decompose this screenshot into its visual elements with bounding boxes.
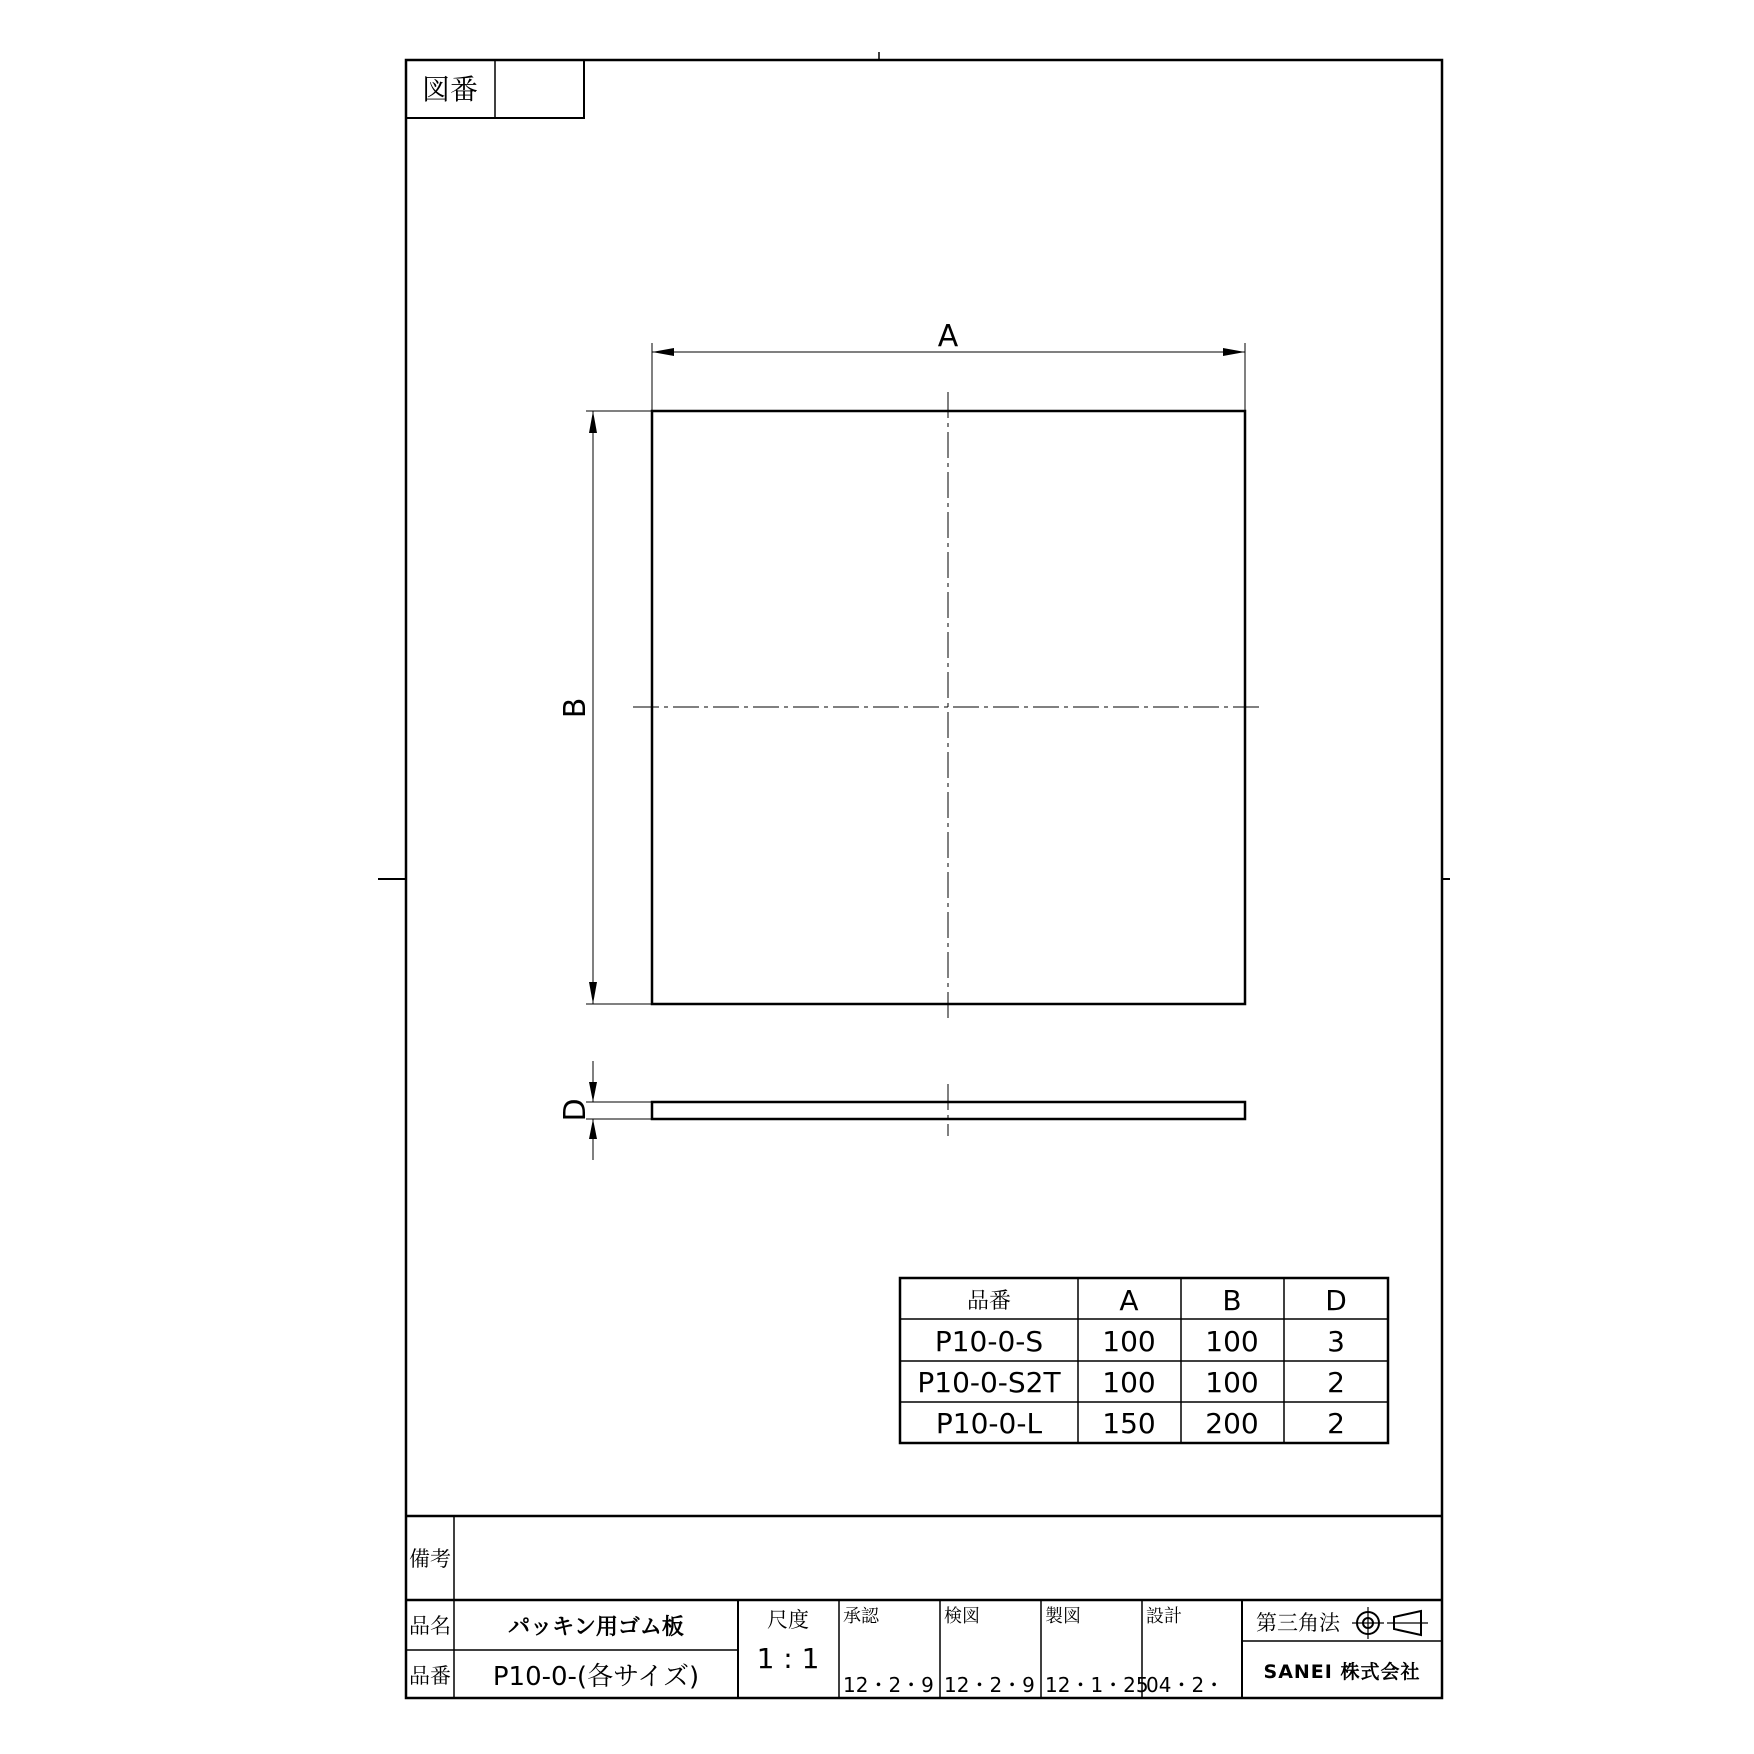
size-table [900, 1278, 1388, 1443]
table-row-3-part: P10-0-L [935, 1407, 1043, 1440]
projection-method-label: 第三角法 [1256, 1611, 1340, 1635]
title-block [406, 1516, 1442, 1698]
table-row-3-b: 200 [1205, 1407, 1259, 1440]
product-name-label: 品名 [409, 1614, 451, 1638]
table-row-2-part: P10-0-S2T [917, 1366, 1061, 1399]
scale-label: 尺度 [767, 1608, 809, 1632]
company-name: SANEI 株式会社 [1263, 1661, 1421, 1683]
check-label: 検図 [944, 1606, 980, 1627]
plan-view [633, 392, 1264, 1023]
table-row-1-a: 100 [1102, 1325, 1156, 1358]
approval-date: 12・2・9 [843, 1673, 934, 1697]
table-row-2-a: 100 [1102, 1366, 1156, 1399]
drawing-number-label: 図番 [421, 73, 479, 106]
part-number-value: P10-0-(各サイズ) [492, 1662, 700, 1692]
design-date: 04・2・ [1146, 1673, 1225, 1697]
table-header-d: D [1325, 1284, 1347, 1317]
table-header-a: A [1119, 1284, 1139, 1317]
scale-value: 1 : 1 [756, 1642, 820, 1675]
dimension-d-label: D [558, 1098, 593, 1122]
table-row-3-a: 150 [1102, 1407, 1156, 1440]
part-number-label: 品番 [409, 1664, 451, 1688]
drawn-label: 製図 [1045, 1606, 1081, 1627]
table-row-3-d: 2 [1327, 1407, 1345, 1440]
table-row-1-d: 3 [1327, 1325, 1345, 1358]
dimension-d [558, 1061, 652, 1160]
dimension-b-label: B [558, 697, 593, 719]
table-row-2-b: 100 [1205, 1366, 1259, 1399]
third-angle-projection-icon [1352, 1607, 1428, 1639]
dimension-a-label: A [937, 319, 959, 354]
drawing-number-box [406, 60, 584, 118]
product-name-value: パッキン用ゴム板 [508, 1615, 684, 1640]
sheet-frame [378, 52, 1450, 1698]
table-header-b: B [1222, 1284, 1242, 1317]
table-header-part: 品番 [966, 1289, 1012, 1314]
design-label: 設計 [1146, 1606, 1182, 1627]
check-date: 12・2・9 [944, 1673, 1035, 1697]
approval-label: 承認 [843, 1606, 879, 1627]
table-row-1-b: 100 [1205, 1325, 1259, 1358]
table-row-1-part: P10-0-S [934, 1325, 1044, 1358]
table-row-2-d: 2 [1327, 1366, 1345, 1399]
remarks-label: 備考 [409, 1547, 451, 1571]
side-view [652, 1084, 1245, 1136]
drawn-date: 12・1・25 [1045, 1673, 1149, 1697]
